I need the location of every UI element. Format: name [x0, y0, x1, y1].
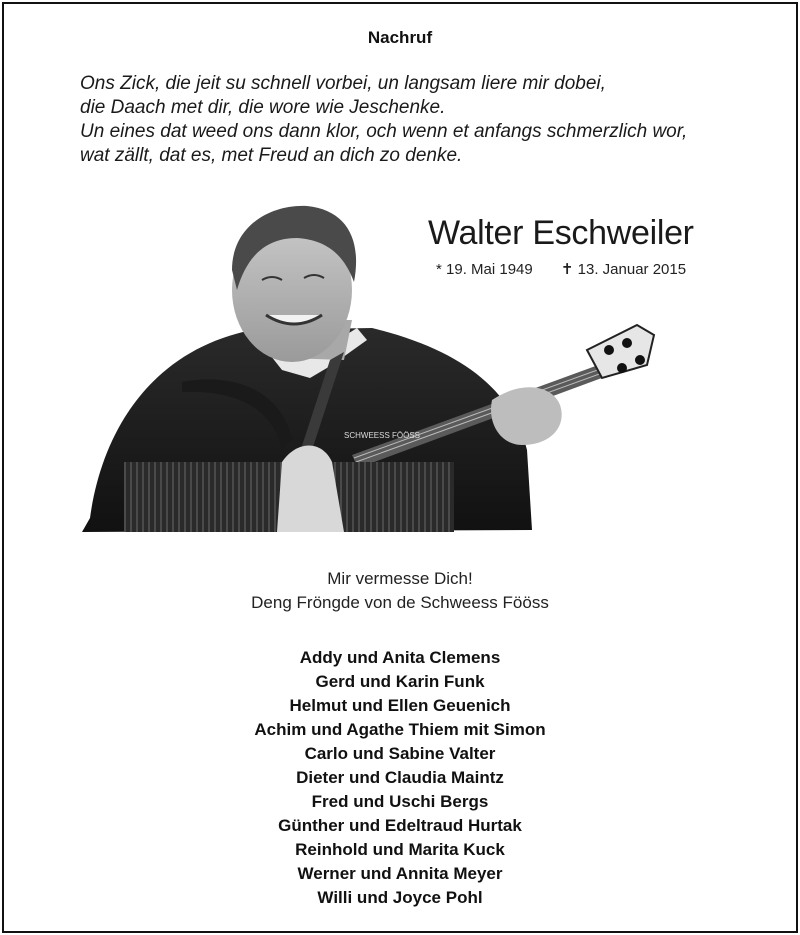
mourner-name: Achim und Agathe Thiem mit Simon [254, 720, 546, 739]
mourner-name: Fred und Uschi Bergs [311, 792, 489, 811]
mourner-name: Willi und Joyce Pohl [317, 888, 483, 907]
mourner-name: Reinhold und Marita Kuck [295, 840, 505, 859]
mourners-list [4, 646, 796, 910]
mourner-name: Günther und Edeltraud Hurtak [278, 816, 522, 835]
poem [80, 72, 687, 168]
death-date: ✝ 13. Januar 2015 [560, 261, 687, 278]
farewell-message [4, 567, 796, 615]
mourner-name: Dieter und Claudia Maintz [296, 768, 504, 787]
mourner-name: Addy und Anita Clemens [299, 648, 501, 667]
mourner-name: Helmut und Ellen Geuenich [289, 696, 511, 715]
shirt-logo-text: SCHWEESS FÖÖSS [344, 431, 421, 440]
poem-line: Ons Zick, die jeit su schnell vorbei, un langsam liere mir dobei, [80, 73, 606, 94]
poem-line: Un eines dat weed ons dann klor, och wenn et anfangs schmerzlich wor, [80, 121, 688, 142]
deceased-name: Walter Eschweiler [428, 214, 694, 252]
life-dates [436, 260, 686, 278]
poem-line: wat zällt, dat es, met Freud an dich zo denke. [80, 145, 463, 166]
mourner-name: Werner und Annita Meyer [297, 864, 503, 883]
farewell-line-1: Mir vermesse Dich! [327, 569, 473, 588]
mourner-name: Carlo und Sabine Valter [304, 744, 496, 763]
page-title: Nachruf [367, 28, 433, 47]
birth-date: * 19. Mai 1949 [436, 261, 533, 278]
mourner-name: Gerd und Karin Funk [315, 672, 485, 691]
farewell-line-2: Deng Fröngde von de Schweess Fööss [251, 593, 549, 612]
poem-line: die Daach met dir, die wore wie Jeschenke. [80, 97, 446, 118]
obituary-frame [2, 2, 798, 933]
